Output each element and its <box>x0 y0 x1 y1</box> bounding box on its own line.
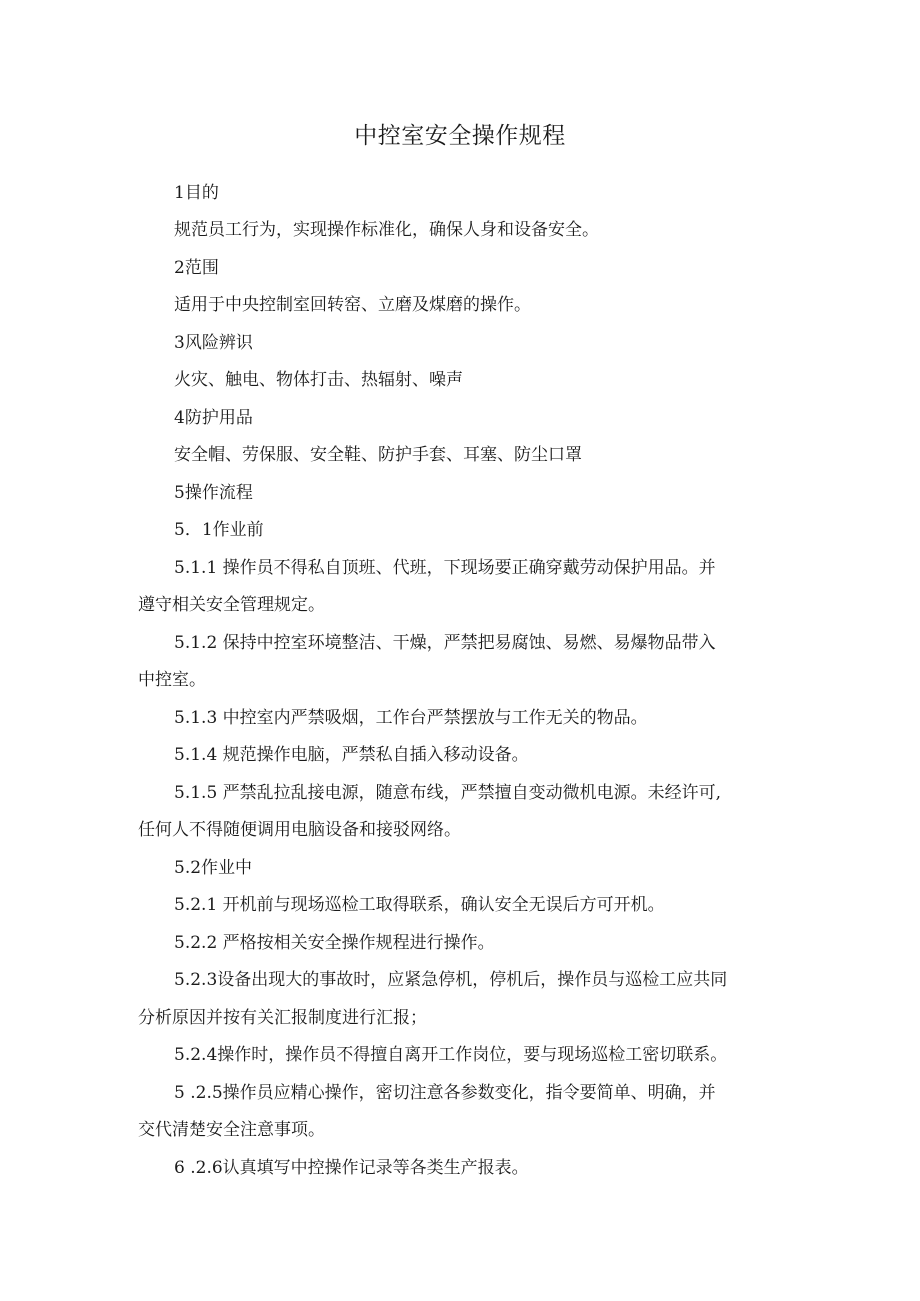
section-text-purpose: 规范员工行为，实现操作标准化，确保人身和设备安全。 <box>174 220 599 240</box>
subsection-heading-before-work: 5．1作业前 <box>174 520 264 540</box>
clause-5-1-1-cont: 遵守相关安全管理规定。 <box>138 595 325 615</box>
section-heading-ppe: 4防护用品 <box>174 408 253 428</box>
document-title: 中控室安全操作规程 <box>354 123 566 149</box>
section-text-risk: 火灾、触电、物体打击、热辐射、噪声 <box>174 370 463 390</box>
section-text-scope: 适用于中央控制室回转窑、立磨及煤磨的操作。 <box>174 295 531 315</box>
clause-5-2-3: 5.2.3设备出现大的事故时，应紧急停机，停机后，操作员与巡检工应共同 <box>174 970 728 990</box>
clause-5-2-3-cont: 分析原因并按有关汇报制度进行汇报； <box>138 1008 427 1028</box>
clause-5-1-3: 5.1.3 中控室内严禁吸烟，工作台严禁摆放与工作无关的物品。 <box>174 708 648 728</box>
section-heading-scope: 2范围 <box>174 258 219 278</box>
section-heading-procedure: 5操作流程 <box>174 483 253 503</box>
clause-5-2-2: 5.2.2 严格按相关安全操作规程进行操作。 <box>174 933 495 953</box>
clause-5-2-5: 5 .2.5操作员应精心操作，密切注意各参数变化，指令要简单、明确，并 <box>174 1083 716 1103</box>
clause-5-1-4: 5.1.4 规范操作电脑，严禁私自插入移动设备。 <box>174 745 529 765</box>
clause-5-1-5-cont: 任何人不得随便调用电脑设备和接驳网络。 <box>138 820 461 840</box>
clause-5-2-4: 5.2.4操作时，操作员不得擅自离开工作岗位，要与现场巡检工密切联系。 <box>174 1045 728 1065</box>
clause-5-2-1: 5.2.1 开机前与现场巡检工取得联系，确认安全无误后方可开机。 <box>174 895 665 915</box>
clause-5-1-5: 5.1.5 严禁乱拉乱接电源，随意布线，严禁擅自变动微机电源。未经许可, <box>174 783 722 803</box>
section-heading-purpose: 1目的 <box>174 183 219 203</box>
clause-5-1-1: 5.1.1 操作员不得私自顶班、代班，下现场要正确穿戴劳动保护用品。并 <box>174 558 716 578</box>
section-heading-risk: 3风险辨识 <box>174 333 253 353</box>
subsection-heading-during-work: 5.2作业中 <box>174 858 253 878</box>
clause-5-1-2: 5.1.2 保持中控室环境整洁、干燥，严禁把易腐蚀、易燃、易爆物品带入 <box>174 633 716 653</box>
clause-5-2-6: 6 .2.6认真填写中控操作记录等各类生产报表。 <box>174 1158 529 1178</box>
clause-5-2-5-cont: 交代清楚安全注意事项。 <box>138 1120 325 1140</box>
section-text-ppe: 安全帽、劳保服、安全鞋、防护手套、耳塞、防尘口罩 <box>174 445 582 465</box>
clause-5-1-2-cont: 中控室。 <box>138 670 206 690</box>
